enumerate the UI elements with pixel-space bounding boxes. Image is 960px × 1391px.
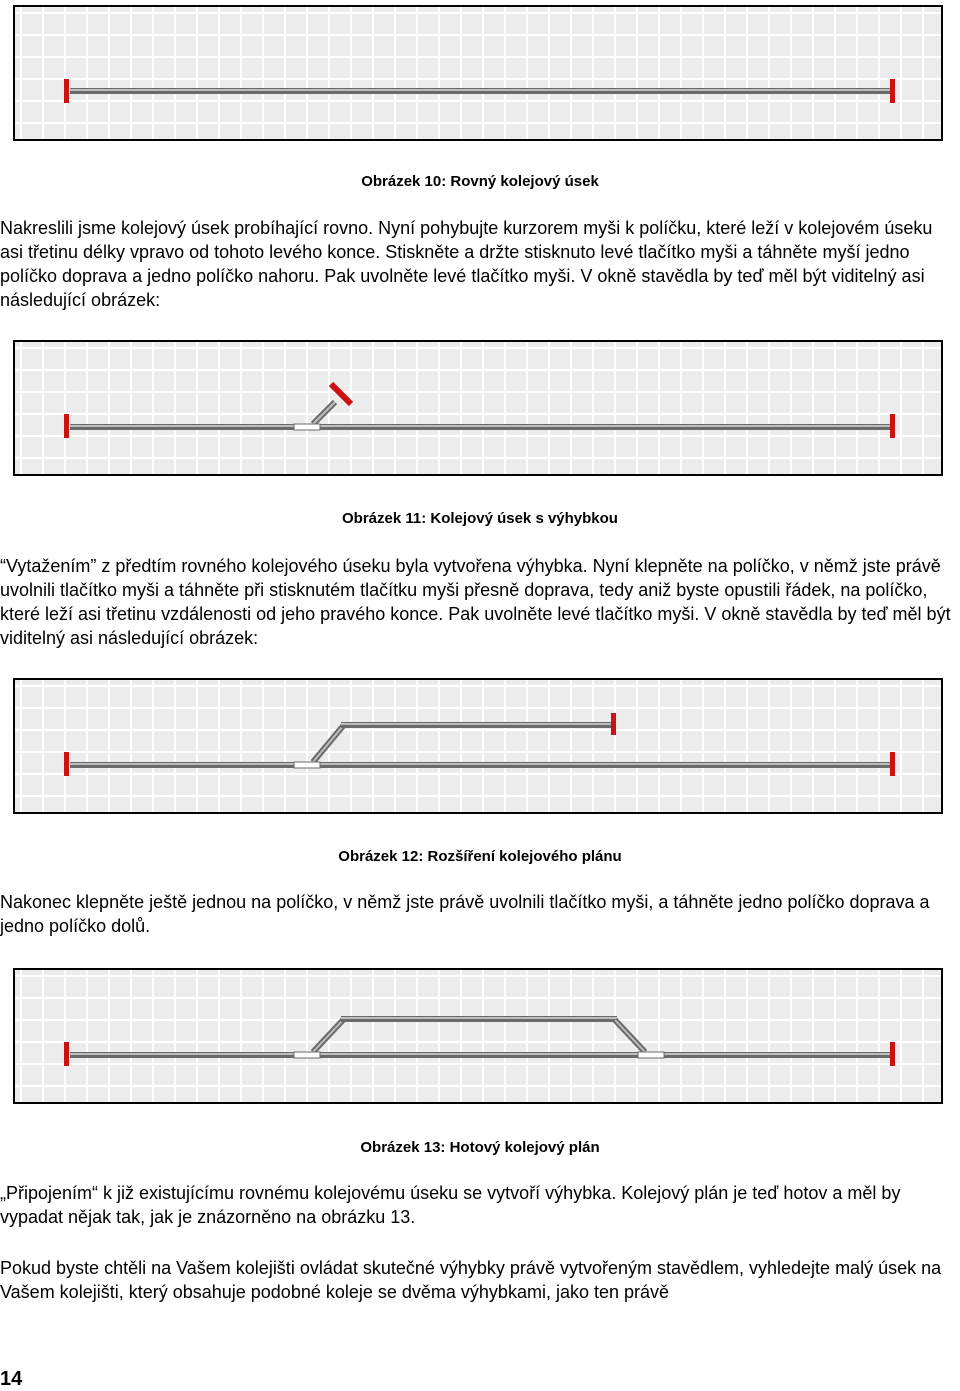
- figure-13-caption: Obrázek 13: Hotový kolejový plán: [360, 1139, 600, 1156]
- paragraph-2: “Vytažením” z předtím rovného kolejového úseku byla vytvořena výhybka. Nyní klepněte na políčko, v němž jste právě uvolnili tlačítko myši a táhněte při stisknutém tlačítku myši přesně doprava, tedy aniž byste opustili řádek, na políčko, které leží asi třetinu vzdálenosti od jeho pravého konce. Pak uvolněte levé tlačítko myši. V okně stavědla by teď měl být viditelný asi následující obrázek:: [0, 556, 951, 648]
- paragraph-1: Nakreslili jsme kolejový úsek probíhající rovno. Nyní pohybujte kurzorem myši k políčku, které leží v kolejovém úseku asi třetinu délky vpravo od tohoto levého konce. Stiskněte a držte stisknuto levé tlačítko myši a táhněte myší jedno políčko doprava a jedno políčko nahoru. Pak uvolněte levé tlačítko myši. V okně stavědla by teď měl být viditelný asi následující obrázek:: [0, 218, 933, 310]
- main-track-highlight: [70, 89, 890, 91]
- diverging-track-highlight: [313, 726, 343, 762]
- track-diagram-12: [15, 680, 941, 812]
- left-buffer-stop: [64, 79, 69, 103]
- left-diverging-track-highlight: [313, 1020, 343, 1052]
- right-buffer-stop: [890, 414, 895, 438]
- switch-marker: [294, 762, 320, 768]
- figure-11-track-with-switch: [13, 340, 943, 476]
- siding-track-highlight: [341, 1017, 617, 1019]
- right-diverging-track-highlight: [615, 1020, 645, 1052]
- figure-12-caption: Obrázek 12: Rozšíření kolejového plánu: [338, 848, 622, 865]
- right-switch-marker: [638, 1052, 664, 1058]
- left-buffer-stop: [64, 752, 69, 776]
- figure-12-extended-track-plan: [13, 678, 943, 814]
- figure-10-caption: Obrázek 10: Rovný kolejový úsek: [361, 173, 599, 190]
- right-buffer-stop: [890, 79, 895, 103]
- figure-13-finished-track-plan: [13, 968, 943, 1104]
- siding-track-highlight: [341, 723, 611, 725]
- page-number: 14: [0, 1368, 23, 1390]
- paragraph-3: Nakonec klepněte ještě jednou na políčko, v němž jste právě uvolnili tlačítko myši, a táhněte jedno políčko doprava a jedno políčko dolů.: [0, 892, 930, 936]
- right-buffer-stop: [890, 752, 895, 776]
- main-track-highlight: [70, 425, 890, 427]
- left-buffer-stop: [64, 1042, 69, 1066]
- left-switch-marker: [294, 1052, 320, 1058]
- track-diagram-13: [15, 970, 941, 1102]
- paragraph-5: Pokud byste chtěli na Vašem kolejišti ovládat skutečné výhybky právě vytvořeným stavědlem, vyhledejte malý úsek na Vašem kolejišti, který obsahuje podobné koleje se dvěma výhybkami, jako ten právě: [0, 1258, 942, 1302]
- main-track-highlight: [70, 1053, 890, 1055]
- track-diagram-10: [15, 7, 941, 139]
- left-buffer-stop: [64, 414, 69, 438]
- track-diagram-11: [15, 342, 941, 474]
- figure-10-straight-track: [13, 5, 943, 141]
- diverging-track-highlight: [313, 402, 335, 424]
- figure-11-caption: Obrázek 11: Kolejový úsek s výhybkou: [342, 510, 618, 527]
- switch-marker: [294, 424, 320, 430]
- right-buffer-stop: [890, 1042, 895, 1066]
- main-track-highlight: [70, 763, 890, 765]
- paragraph-4: „Připojením“ k již existujícímu rovnému kolejovému úseku se vytvoří výhybka. Kolejový plán je teď hotov a měl by vypadat nějak tak, jak je znázorněno na obrázku 13.: [0, 1183, 901, 1227]
- siding-buffer-stop: [611, 713, 616, 735]
